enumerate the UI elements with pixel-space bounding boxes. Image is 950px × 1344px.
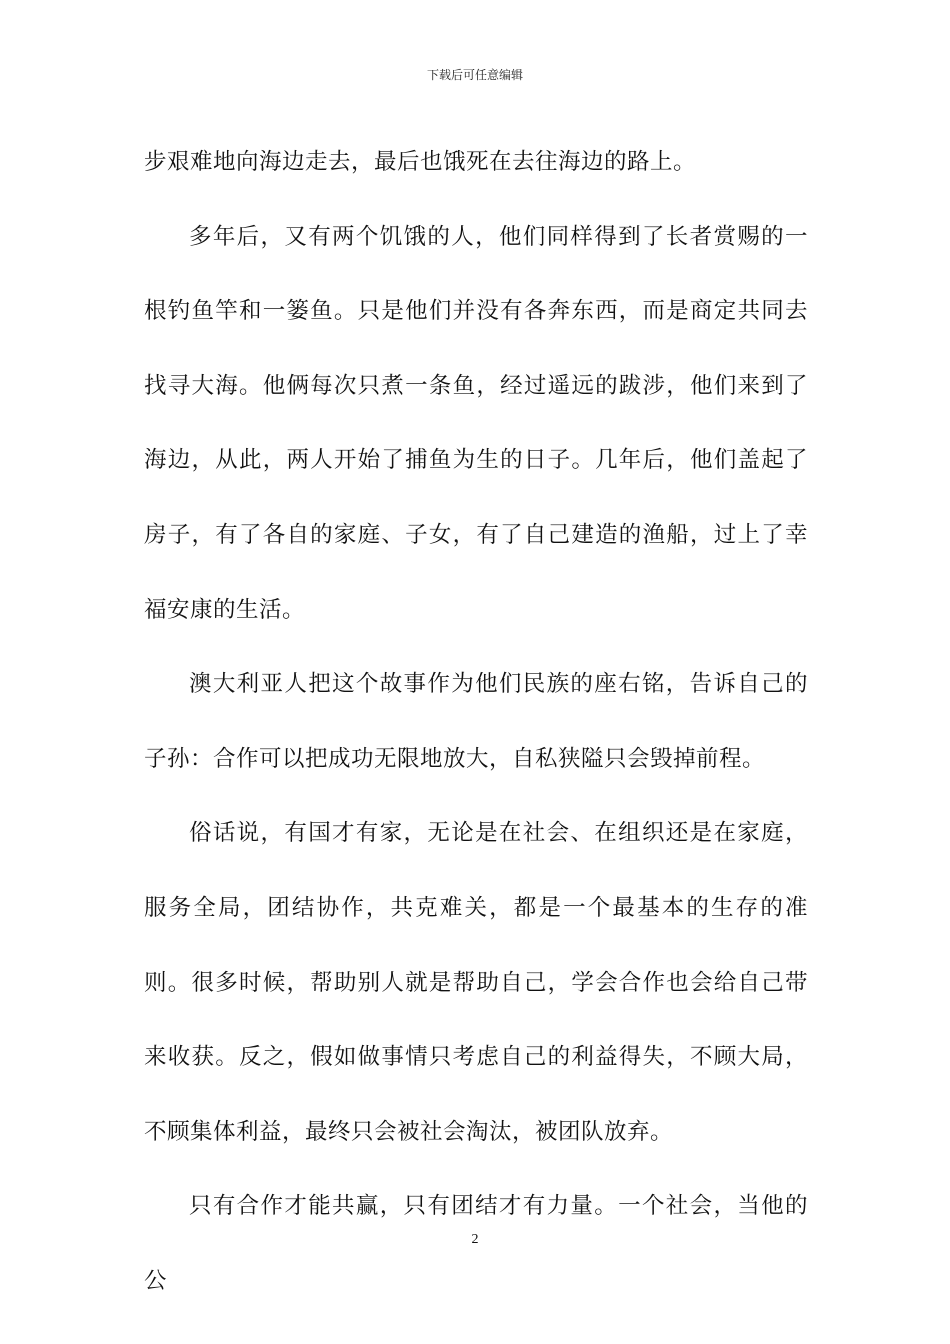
paragraph-cooperation-principle: 俗话说，有国才有家，无论是在社会、在组织还是在家庭，服务全局，团结协作，共克难关，都是一个最基本的生存的准则。很多时候，帮助别人就是帮助自己，学会合作也会给自己带来收获。反之，假如做事情只考虑自己的利益得失，不顾大局，不顾集体利益，最终只会被社会淘汰，被团队放弃。 xyxy=(144,820,808,1145)
page-number: 2 xyxy=(471,1232,479,1247)
paragraph-two-hungry-men: 多年后，又有两个饥饿的人，他们同样得到了长者赏赐的一根钓鱼竿和一篓鱼。只是他们并没有各奔东西，而是商定共同去找寻大海。他俩每次只煮一条鱼，经过遥远的跋涉，他们来到了海边，从此，两人开始了捕鱼为生的日子。几年后，他们盖起了房子，有了各自的家庭、子女，有了自己建造的渔船，过上了幸福安康的生活。 xyxy=(144,223,808,623)
paragraph-continuation: 步艰难地向海边走去，最后也饿死在去往海边的路上。 xyxy=(144,149,697,175)
page-header: 下载后可任意编辑 xyxy=(426,68,523,82)
paragraph-australian-motto: 澳大利亚人把这个故事作为他们民族的座右铭，告诉自己的子孙：合作可以把成功无限地放大，自私狭隘只会毁掉前程。 xyxy=(144,671,808,772)
document-body xyxy=(144,125,808,1319)
paragraph-win-win: 只有合作才能共赢，只有团结才有力量。一个社会，当他的公 xyxy=(144,1193,808,1294)
